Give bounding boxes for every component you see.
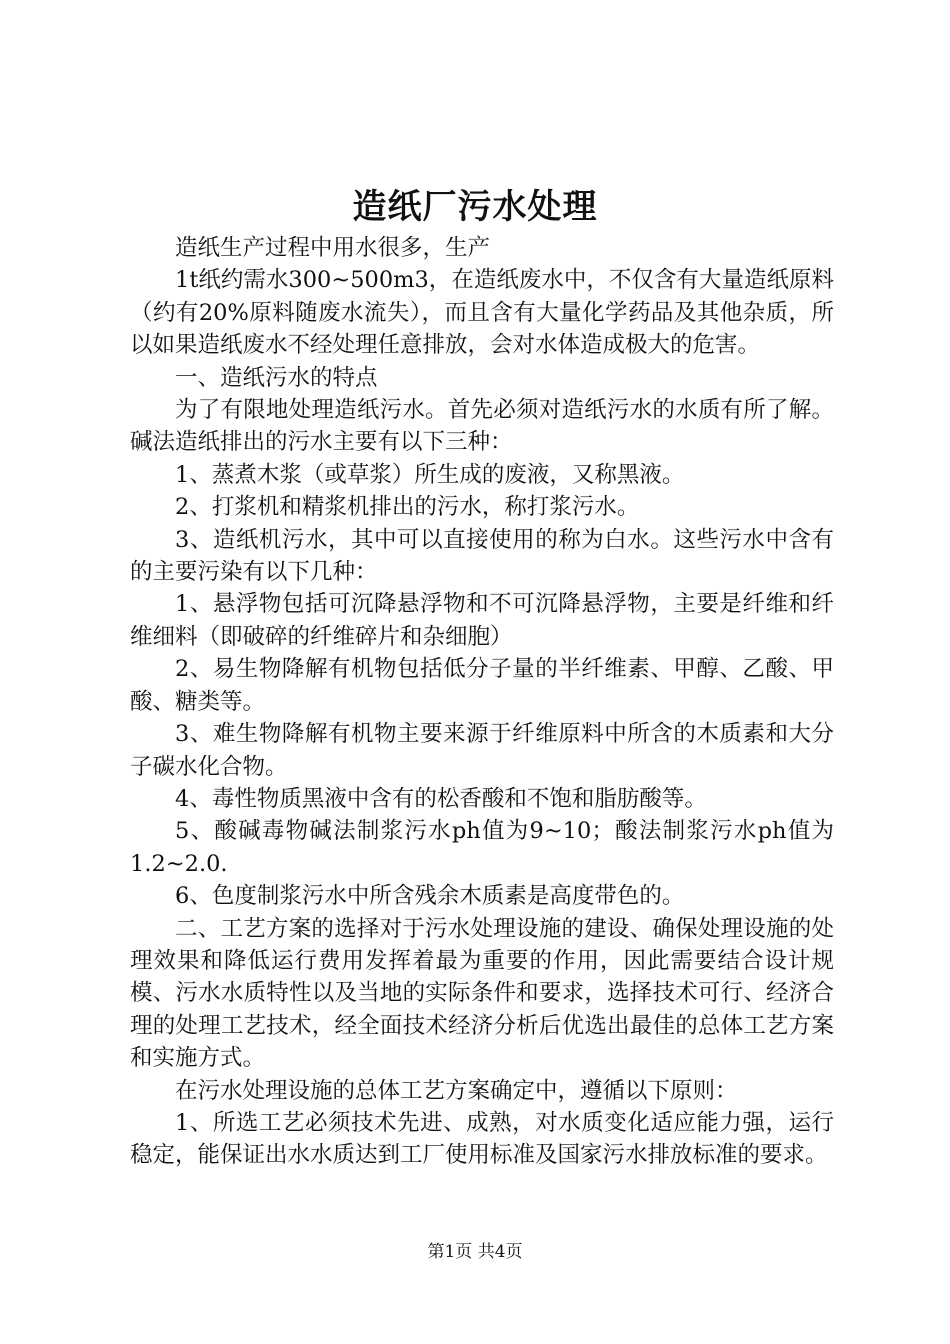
list-item: 2、易生物降解有机物包括低分子量的半纤维素、甲醇、乙酸、甲酸、糖类等。: [130, 656, 834, 715]
list-item: 4、毒性物质黑液中含有的松香酸和不饱和脂肪酸等。: [175, 785, 707, 812]
document-title: 造纸厂污水处理: [352, 187, 598, 227]
paragraph: 在污水处理设施的总体工艺方案确定中，遵循以下原则：: [175, 1077, 738, 1104]
list-item: 1、所选工艺必须技术先进、成熟，对水质变化适应能力强，运行稳定，能保证出水水质达到工厂使用标准及国家污水排放标准的要求。: [130, 1109, 834, 1169]
list-item: 1、悬浮物包括可沉降悬浮物和不可沉降悬浮物，主要是纤维和纤维细料（即破碎的纤维碎片和杂细胞）: [130, 591, 834, 650]
list-item: 5、酸碱毒物碱法制浆污水ph值为9~10；酸法制浆污水ph值为1.2~2.0.: [130, 818, 834, 877]
page-footer: 第1页 共4页: [427, 1242, 523, 1262]
list-item: 1、蒸煮木浆（或草浆）所生成的废液，又称黑液。: [175, 461, 685, 488]
paragraph: 造纸生产过程中用水很多，生产: [175, 235, 491, 261]
list-item: 6、色度制浆污水中所含残余木质素是高度带色的。: [175, 883, 685, 910]
paragraph: 为了有限地处理造纸污水。首先必须对造纸污水的水质有所了解。碱法造纸排出的污水主要有以下三种：: [130, 397, 834, 456]
paragraph: 1t纸约需水300~500m3，在造纸废水中，不仅含有大量造纸原料（约有20%原料随废水流失），而且含有大量化学药品及其他杂质，所以如果造纸废水不经处理任意排放，会对水体造成极大的危害。: [130, 267, 834, 359]
document-body: [130, 232, 834, 1172]
list-item: 3、难生物降解有机物主要来源于纤维原料中所含的木质素和大分子碳水化合物。: [130, 721, 834, 780]
section-paragraph: 二、工艺方案的选择对于污水处理设施的建设、确保处理设施的处理效果和降低运行费用发挥着最为重要的作用，因此需要结合设计规模、污水水质特性以及当地的实际条件和要求，选择技术可行、经济合理的处理工艺技术，经全面技术经济分析后优选出最佳的总体工艺方案和实施方式。: [130, 915, 834, 1072]
list-item: 2、打浆机和精浆机排出的污水，称打浆污水。: [175, 494, 640, 521]
list-item: 3、造纸机污水，其中可以直接使用的称为白水。这些污水中含有的主要污染有以下几种：: [130, 526, 834, 586]
section-heading: 一、造纸污水的特点: [175, 364, 378, 391]
